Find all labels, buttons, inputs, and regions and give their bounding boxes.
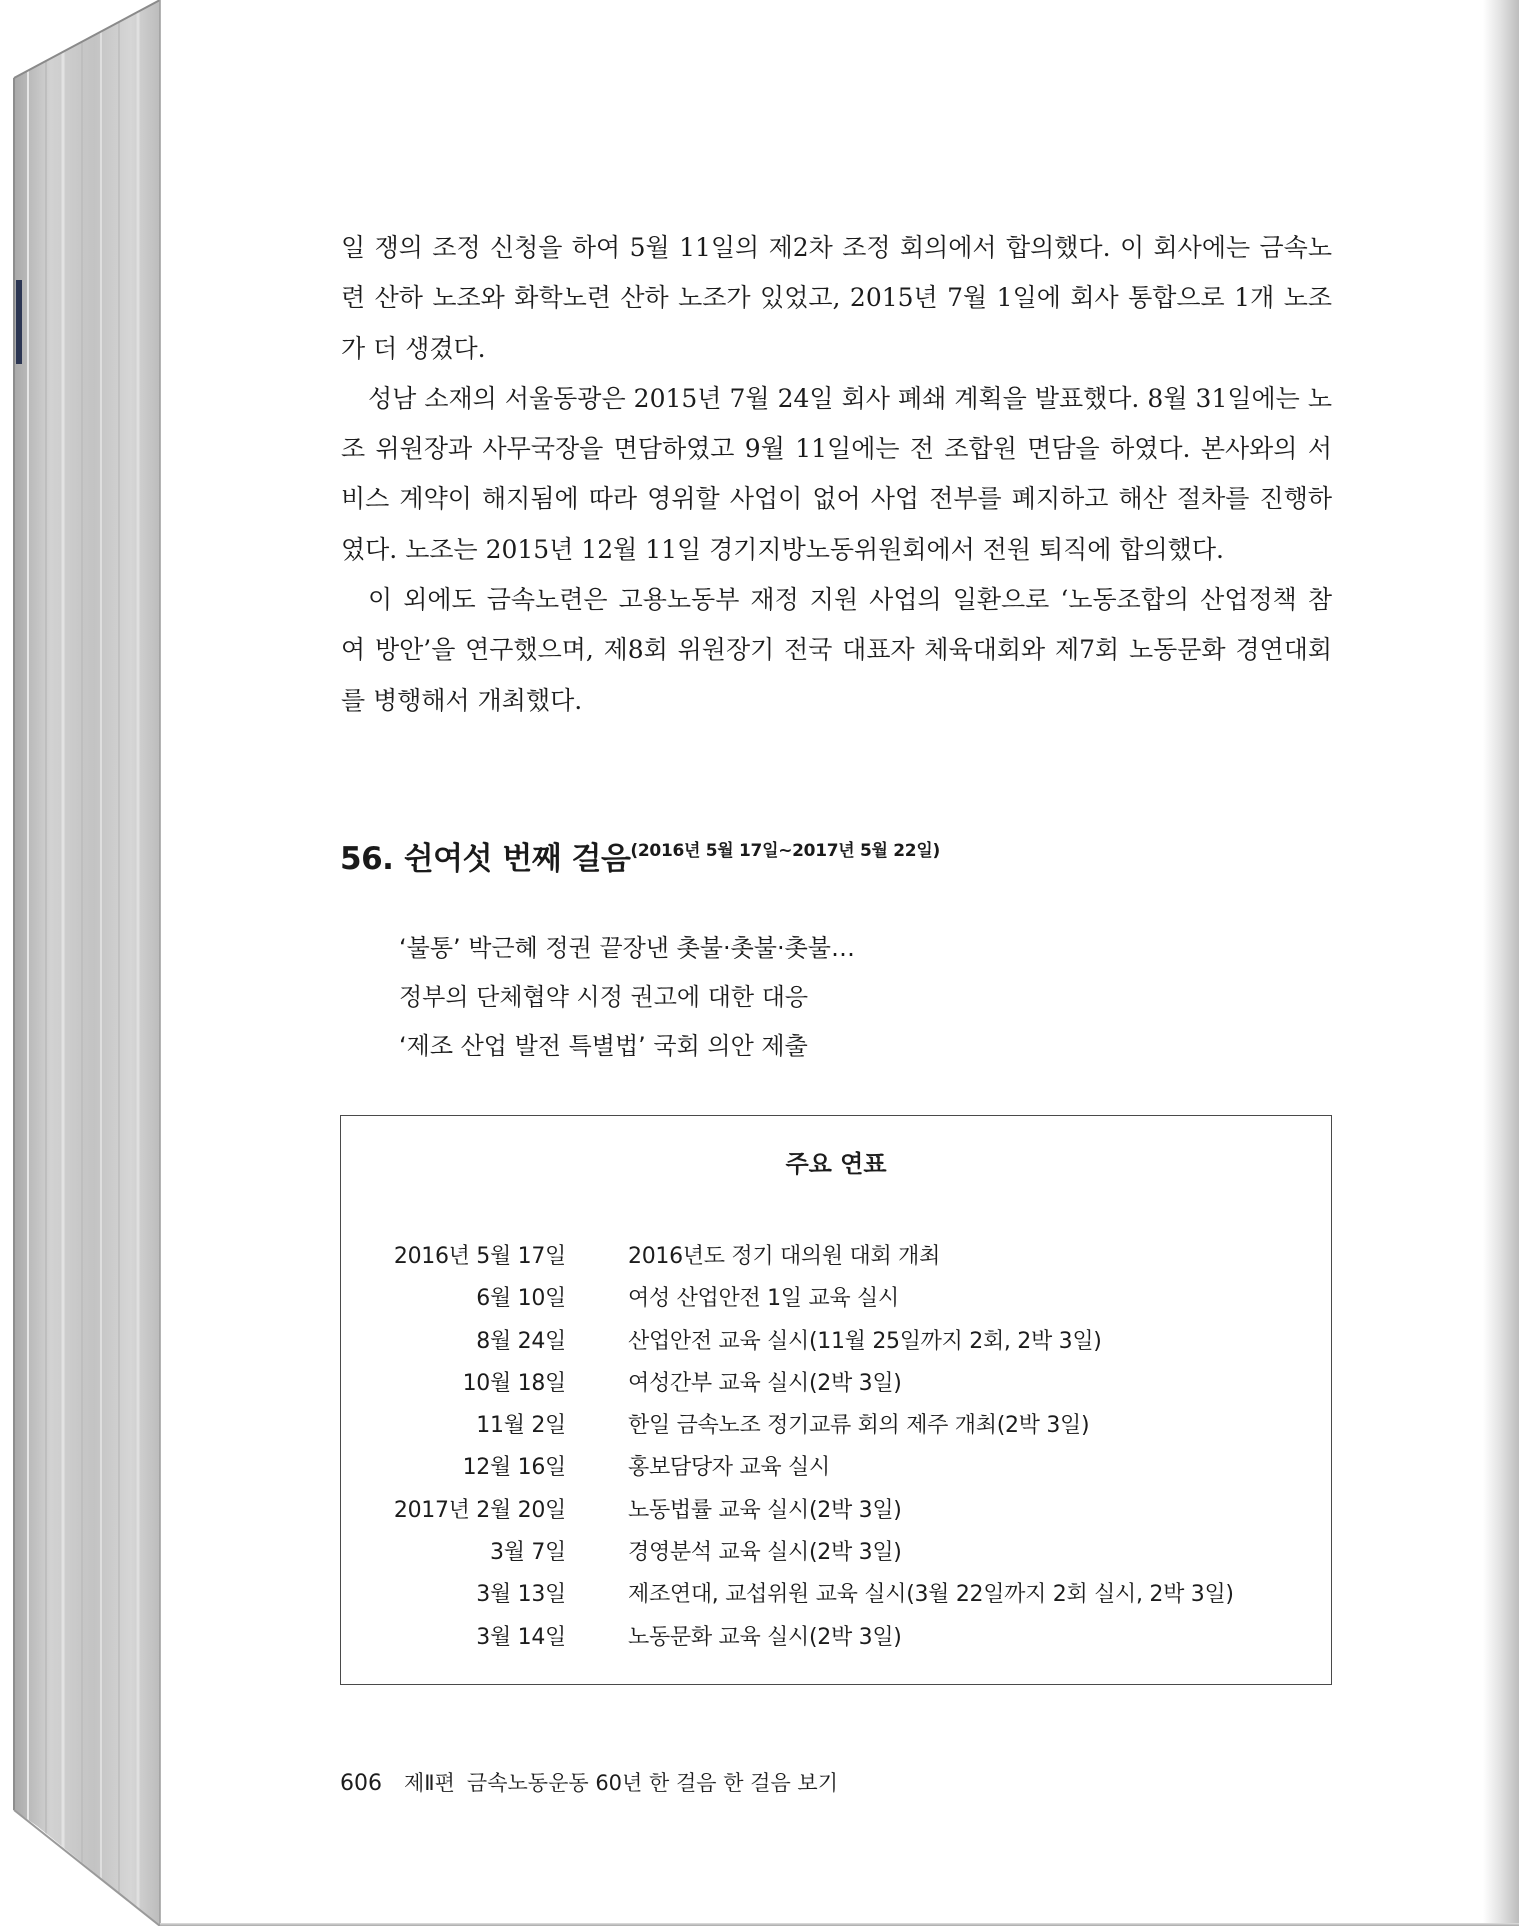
body-line: 를 병행해서 개최했다.: [341, 685, 583, 715]
page-footer: [340, 1768, 838, 1798]
chronology-row: [341, 1363, 1331, 1405]
book-page-edge: [0, 0, 166, 1926]
chronology-box: [340, 1115, 1332, 1685]
chronology-event: 노동법률 교육 실시(2박 3일): [628, 1497, 902, 1523]
chronology-event: 제조연대, 교섭위원 교육 실시(3월 22일까지 2회 실시, 2박 3일): [628, 1582, 1234, 1608]
chronology-row: [341, 1490, 1331, 1532]
topic-item: ‘제조 산업 발전 특별법’ 국회 의안 제출: [399, 1032, 808, 1060]
section-heading: [340, 828, 1332, 874]
chronology-row: [341, 1532, 1331, 1574]
body-line: 성남 소재의 서울동광은 2015년 7월 24일 회사 폐쇄 계획을 발표했다. 8월 31일에는 노: [368, 383, 1332, 413]
chronology-event: 여성간부 교육 실시(2박 3일): [628, 1370, 902, 1396]
chronology-date: 3월 7일: [490, 1540, 566, 1566]
chronology-event: 산업안전 교육 실시(11월 25일까지 2회, 2박 3일): [628, 1328, 1102, 1354]
chronology-date: 2016년 5월 17일: [393, 1244, 566, 1269]
page-right-shadow: [1483, 0, 1519, 1926]
chronology-date: 12월 16일: [462, 1455, 566, 1481]
body-line: 련 산하 노조와 화학노련 산하 노조가 있었고, 2015년 7월 1일에 회사 통합으로 1개 노조: [341, 283, 1332, 313]
page-number: 606: [340, 1771, 382, 1796]
topic-item: ‘불통’ 박근혜 정권 끝장낸 촛불·촛불·촛불…: [399, 934, 855, 962]
chronology-row: [341, 1617, 1331, 1659]
section-title: 56. 쉰여섯 번째 걸음: [340, 841, 631, 874]
chronology-event: 한일 금속노조 정기교류 회의 제주 개최(2박 3일): [628, 1413, 1090, 1439]
chronology-event: 홍보담당자 교육 실시: [628, 1455, 830, 1481]
chronology-date: 2017년 2월 20일: [393, 1497, 566, 1523]
body-line: 여 방안’을 연구했으며, 제8회 위원장기 전국 대표자 체육대회와 제7회 노동문화 경연대회: [341, 635, 1332, 665]
body-line: 조 위원장과 사무국장을 면담하였고 9월 11일에는 전 조합원 면담을 하였다. 본사와의 서: [341, 434, 1332, 464]
body-line: 이 외에도 금속노련은 고용노동부 재정 지원 사업의 일환으로 ‘노동조합의 산업정책 참: [368, 585, 1332, 615]
spine-mark: [16, 280, 22, 364]
chronology-date: 3월 14일: [476, 1624, 566, 1650]
chronology-row: [341, 1447, 1331, 1489]
body-line: 비스 계약이 해지됨에 따라 영위할 사업이 없어 사업 전부를 폐지하고 해산 절차를 진행하: [341, 484, 1332, 514]
chronology-title: 주요 연표: [785, 1150, 887, 1178]
section-period: (2016년 5월 17일~2017년 5월 22일): [630, 841, 940, 861]
chronology-row: [341, 1236, 1331, 1278]
chronology-event: 경영분석 교육 실시(2박 3일): [628, 1540, 902, 1566]
chronology-date: 8월 24일: [476, 1328, 566, 1354]
topic-item: 정부의 단체협약 시정 권고에 대한 대응: [399, 983, 809, 1011]
chronology-row: [341, 1321, 1331, 1363]
chronology-row: [341, 1574, 1331, 1616]
body-line: 일 쟁의 조정 신청을 하여 5월 11일의 제2차 조정 회의에서 합의했다. 이 회사에는 금속노: [341, 233, 1332, 262]
chronology-list: [341, 1236, 1331, 1659]
section-topics: [399, 924, 1332, 1071]
body-text: [341, 223, 1332, 726]
chronology-row: [341, 1278, 1331, 1320]
chronology-event: 노동문화 교육 실시(2박 3일): [628, 1624, 902, 1650]
running-title: 금속노동운동 60년 한 걸음 한 걸음 보기: [466, 1771, 838, 1795]
chronology-row: [341, 1405, 1331, 1447]
part-label: 제Ⅱ편: [404, 1771, 455, 1795]
chronology-date: 3월 13일: [476, 1582, 566, 1608]
body-line: 가 더 생겼다.: [341, 333, 486, 363]
chronology-event: 여성 산업안전 1일 교육 실시: [628, 1286, 899, 1312]
chronology-date: 10월 18일: [462, 1370, 566, 1396]
chronology-date: 11월 2일: [476, 1413, 566, 1439]
chronology-event: 2016년도 정기 대의원 대회 개최: [628, 1244, 941, 1269]
chronology-date: 6월 10일: [476, 1286, 566, 1312]
body-line: 였다. 노조는 2015년 12월 11일 경기지방노동위원회에서 전원 퇴직에 합의했다.: [341, 534, 1224, 564]
